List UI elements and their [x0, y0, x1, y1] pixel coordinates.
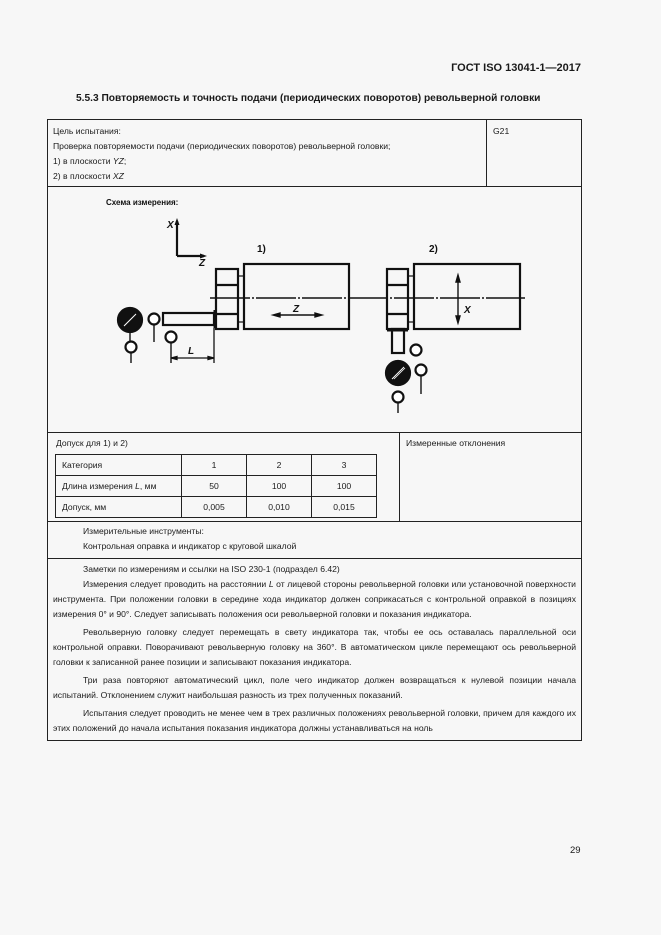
tolerance-label: Допуск для 1) и 2): [56, 438, 128, 448]
table-cell: 2: [247, 455, 312, 476]
objective-label: Цель испытания:: [53, 126, 121, 136]
axis-z-label: Z: [199, 258, 206, 269]
test-sheet-table: [47, 119, 582, 741]
instruments-text: Контрольная оправка и индикатор с круговой шкалой: [83, 541, 297, 551]
var: L: [268, 579, 274, 589]
notes-heading: Заметки по измерениям и ссылки на ISO 230-1 (подраздел 6.42): [83, 564, 340, 574]
item-suffix: ;: [123, 156, 127, 166]
row-header: Категория: [56, 455, 182, 476]
table-cell: 0,015: [312, 497, 377, 518]
tolerance-table: [55, 454, 377, 518]
axes-icon: [175, 218, 208, 259]
objective-cell: [53, 124, 390, 184]
test-mandrel-icon: [163, 310, 215, 328]
dial-indicator-icon: [118, 308, 177, 363]
notes-row: [48, 559, 581, 740]
case-2-label: 2): [429, 244, 438, 255]
objective-item-1: [53, 154, 390, 169]
test-code: G21: [486, 120, 515, 186]
measured-deviations-label: Измеренные отклонения: [399, 433, 581, 521]
text: от лицевой стороны револьверной головки или установочной поверхности инструмента. При положении головки в середине хода индикатор должен соприкасаться с контрольной оправкой в позициях измерения 0° и 90°. Следует записывать положения оси револьверной головки и показания индикатора.: [53, 579, 576, 619]
diagram-title: Схема измерения:: [106, 198, 179, 207]
row-header: Допуск, мм: [56, 497, 182, 518]
row-header: [56, 476, 182, 497]
plane: XZ: [112, 171, 124, 181]
z-motion-label: Z: [293, 304, 300, 315]
instruments-label: Измерительные инструменты:: [83, 526, 204, 536]
table-cell: 100: [312, 476, 377, 497]
section-title: 5.5.3 Повторяемость и точность подачи (периодических поворотов) револьверной головки: [76, 93, 541, 104]
plane: YZ: [112, 156, 124, 166]
objective-row: [48, 120, 581, 187]
axis-x-label: X: [167, 220, 174, 231]
table-cell: 0,005: [182, 497, 247, 518]
text: Измерения следует проводить на расстоянии: [83, 579, 269, 589]
header-var: L: [135, 481, 140, 491]
table-cell: 1: [182, 455, 247, 476]
case-1-label: 1): [257, 244, 266, 255]
header-text: Длина измерения: [62, 481, 136, 491]
table-cell: 100: [247, 476, 312, 497]
table-cell: 50: [182, 476, 247, 497]
notes-paragraph-3: Три раза повторяют автоматический цикл, поле чего индикатор должен возвращаться к нулевой позиции начала испытаний. Отклонением служит наибольшая разность из трех полученных показаний.: [53, 675, 576, 700]
table-cell: 3: [312, 455, 377, 476]
x-motion-arrow-icon: [456, 275, 460, 323]
measurement-diagram: [48, 187, 581, 432]
dial-indicator-2-icon: [386, 345, 427, 414]
notes-paragraph-2: Револьверную головку следует перемещать в свету индикатора так, чтобы ее ось оставалась параллельной оси контрольной оправки. Поворачивают револьверную головку на 360°. В автоматическом цикле перемещают ось револьверной головки к записанной ранее позиции и записывают показания индикатора.: [53, 627, 576, 667]
tolerance-row: [48, 433, 581, 522]
table-cell: 0,010: [247, 497, 312, 518]
table-row: [56, 455, 377, 476]
turret-1-icon: [216, 264, 349, 329]
notes-paragraph-4: Испытания следует проводить не менее чем в трех различных положениях револьверной головки, причем для каждого их этих положений до начала испытания показания индикатора должны устанавливаться на ноль: [53, 708, 576, 733]
table-row: [56, 497, 377, 518]
header-unit: , мм: [139, 481, 157, 491]
x-motion-label: X: [464, 305, 471, 316]
notes-paragraph-1: [53, 577, 576, 622]
turret-2-icon: [387, 264, 520, 353]
standard-number: ГОСТ ISO 13041-1—2017: [451, 62, 581, 74]
item-prefix: 1) в плоскости: [53, 156, 113, 166]
objective-text: Проверка повторяемости подачи (периодических поворотов) револьверной головки;: [53, 141, 391, 151]
item-prefix: 2) в плоскости: [53, 171, 113, 181]
page-number: 29: [570, 845, 581, 856]
table-row: [56, 476, 377, 497]
dimension-l-label: L: [188, 346, 195, 357]
objective-item-2: [53, 169, 390, 184]
diagram-row: [48, 187, 581, 433]
instruments-row: [48, 522, 581, 559]
